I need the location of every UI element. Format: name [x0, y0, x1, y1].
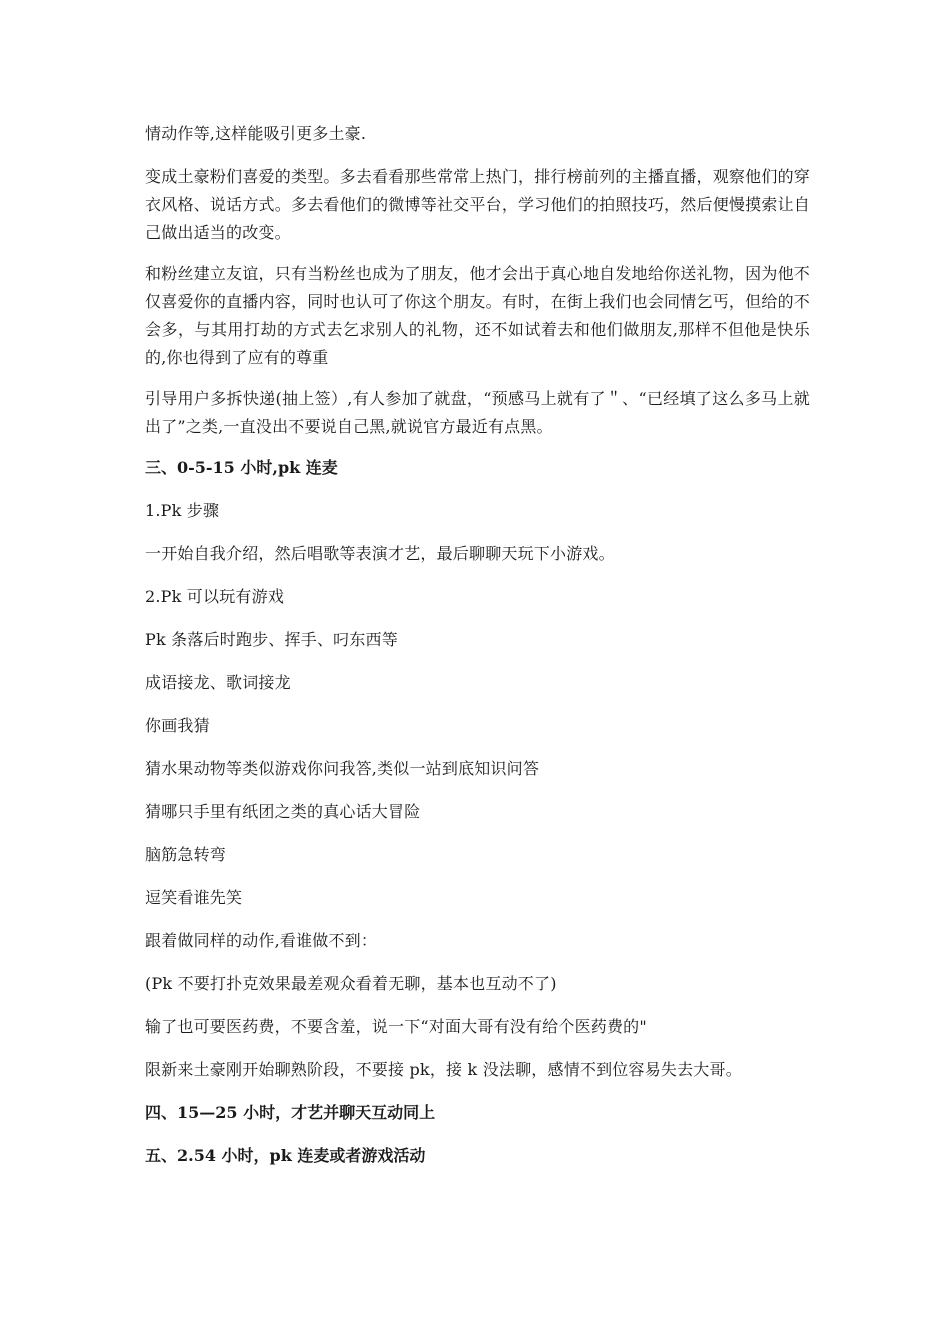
paragraph: Pk 条落后时跑步、挥手、叼东西等 — [145, 630, 398, 649]
section-heading: 四、15—25 小时，才艺并聊天互动同上 — [145, 1103, 436, 1122]
paragraph: 猜水果动物等类似游戏你问我答,类似一站到底知识问答 — [145, 759, 540, 778]
paragraph: 2.Pk 可以玩有游戏 — [145, 587, 285, 606]
paragraph: 变成土豪粉们喜爱的类型。多去看看那些常常上热门，排行榜前列的主播直播，观察他们的穿衣风格、说话方式。多去看他们的微博等社交平台，学习他们的拍照技巧，然后便慢摸索让自己做出适当的改变。 — [145, 167, 810, 242]
paragraph: 1.Pk 步骤 — [145, 501, 220, 520]
paragraph: 成语接龙、歌词接龙 — [145, 673, 291, 692]
paragraph: 你画我猜 — [145, 716, 210, 735]
paragraph: 和粉丝建立友谊，只有当粉丝也成为了朋友，他才会出于真心地自发地给你送礼物，因为他不仅喜爱你的直播内容，同时也认可了你这个朋友。有时，在街上我们也会同情乞丐，但给的不会多，与其用打劫的方式去乞求别人的礼物，还不如试着去和他们做朋友,那样不但他是快乐的,你也得到了应有的尊重 — [145, 264, 810, 367]
paragraph: 脑筋急转弯 — [145, 845, 227, 864]
paragraph: 输了也可要医药费，不要含羞，说一下“对面大哥有没有给个医药费的" — [145, 1017, 647, 1036]
paragraph: 限新来土豪刚开始聊熟阶段，不要接 pk，接 k 没法聊，感情不到位容易失去大哥。 — [145, 1060, 742, 1079]
section-heading: 三、0-5-15 小时,pk 连麦 — [145, 458, 338, 477]
paragraph: 猜哪只手里有纸团之类的真心话大冒险 — [145, 802, 421, 821]
paragraph: 逗笑看谁先笑 — [145, 888, 243, 907]
paragraph: 情动作等,这样能吸引更多土豪. — [145, 124, 367, 143]
paragraph: 引导用户多拆快递(抽上签）,有人参加了就盘，“预感马上就有了＂、“已经填了这么多马上就出了”之类,一直没出不要说自己黑,就说官方最近有点黑。 — [145, 389, 810, 436]
paragraph: 跟着做同样的动作,看谁做不到： — [145, 931, 378, 950]
paragraph: 一开始自我介绍，然后唱歌等表演才艺，最后聊聊天玩下小游戏。 — [145, 544, 615, 563]
document-body — [145, 120, 810, 1185]
section-heading: 五、2.54 小时，pk 连麦或者游戏活动 — [145, 1146, 426, 1165]
paragraph: (Pk 不要打扑克效果最差观众看着无聊，基本也互动不了) — [145, 974, 557, 993]
